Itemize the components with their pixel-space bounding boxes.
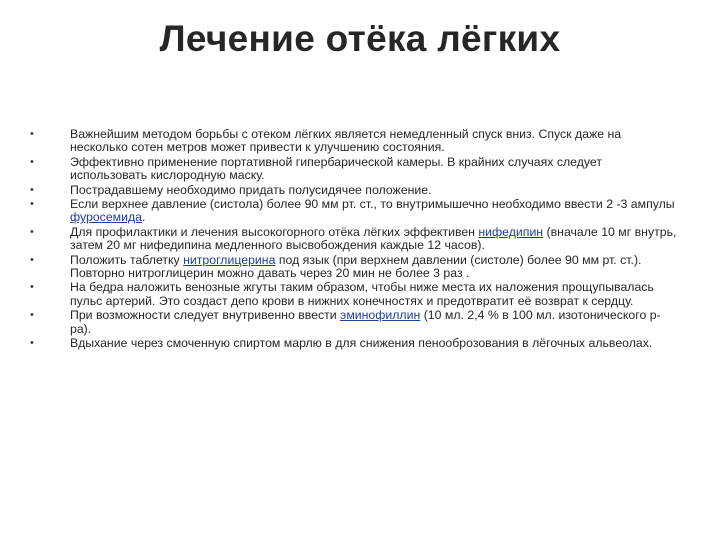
bullet-text: . bbox=[142, 210, 146, 225]
bullet-item bbox=[30, 156, 680, 183]
bullet-text: (10 мл. 2,4 % в 100 мл. изотонического р-ра). bbox=[70, 308, 661, 336]
bullet-item bbox=[30, 254, 680, 281]
bullet-text: (вначале 10 мг внутрь, затем 20 мг нифедипина медленного высвобождения каждые 12 часов). bbox=[70, 224, 677, 253]
bullet-text: Вдыхание через смоченную спиртом марлю в для снижения пенооброзования в лёгочных альвеолах. bbox=[70, 336, 653, 351]
slide-title: Лечение отёка лёгких bbox=[159, 18, 561, 59]
bullet-list bbox=[30, 128, 680, 352]
drug-link[interactable]: фуросемида bbox=[70, 210, 142, 225]
bullet-text: При возможности следует внутривенно ввести bbox=[70, 308, 341, 323]
bullet-item bbox=[30, 337, 680, 350]
bullet-text: На бедра наложить венозные жгуты таким образом, чтобы ниже места их наложения прощупывалась пульс артерий. Это создаст депо крови в нижних конечностях и предотвратит её возврат к сердцу. bbox=[70, 280, 654, 308]
bullet-icon: • bbox=[30, 281, 34, 294]
bullet-icon: • bbox=[30, 183, 34, 196]
bullet-icon: • bbox=[30, 309, 34, 322]
bullet-icon: • bbox=[30, 155, 34, 168]
bullet-item bbox=[30, 281, 680, 308]
drug-link[interactable]: нифедипин bbox=[478, 224, 544, 239]
bullet-text: Пострадавшему необходимо придать полусидячее положение. bbox=[70, 182, 432, 197]
bullet-text: Если верхнее давление (систола) более 90 мм рт. ст., то внутримышечно необходимо ввести 2 -3 ампулы bbox=[70, 197, 675, 212]
drug-link[interactable]: нитроглицерина bbox=[183, 252, 276, 267]
bullet-item bbox=[30, 198, 680, 225]
bullet-text: Положить таблетку bbox=[70, 252, 184, 267]
bullet-item bbox=[30, 184, 680, 197]
bullet-item bbox=[30, 226, 680, 253]
bullet-item bbox=[30, 309, 680, 336]
bullet-text: под язык (при верхнем давлении (систоле) более 90 мм рт. ст.). Повторно нитроглицерин можно давать через 20 мин не более 3 раз . bbox=[70, 252, 642, 281]
bullet-text: Важнейшим методом борьбы с отеком лёгких является немедленный спуск вниз. Спуск даже на несколько сотен метров может привести к улучшению состояния. bbox=[70, 127, 622, 155]
drug-link[interactable]: эминофиллин bbox=[340, 308, 421, 323]
bullet-icon: • bbox=[30, 253, 34, 266]
bullet-icon: • bbox=[30, 337, 34, 350]
bullet-icon: • bbox=[30, 225, 34, 238]
bullet-icon: • bbox=[30, 128, 34, 140]
bullet-item bbox=[30, 128, 680, 155]
bullet-text: Для профилактики и лечения высокогорного отёка лёгких эффективен bbox=[70, 224, 479, 239]
bullet-icon: • bbox=[30, 198, 34, 211]
bullet-text: Эффективно применение портативной гипербарической камеры. В крайних случаях следует использовать кислородную маску. bbox=[70, 154, 602, 183]
